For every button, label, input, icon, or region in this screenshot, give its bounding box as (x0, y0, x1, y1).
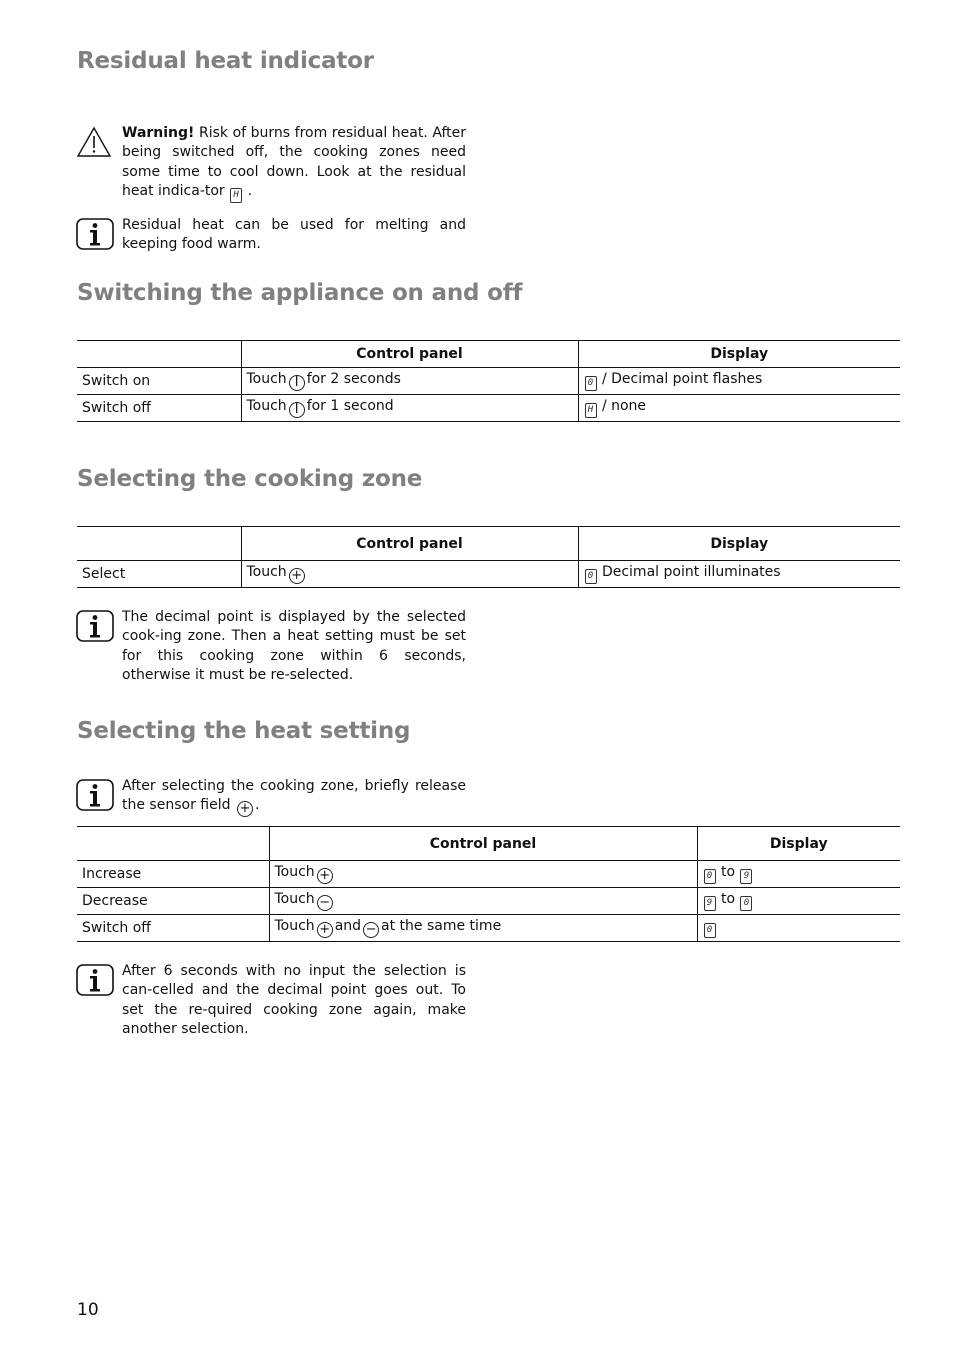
header-display: Display (578, 341, 900, 368)
row-action: Select (77, 561, 241, 588)
row-display: 0 Decimal point illuminates (578, 561, 900, 588)
section-title-selecting-zone: Selecting the cooking zone (77, 466, 423, 492)
row-action: Increase (77, 861, 269, 888)
table-row (77, 861, 900, 888)
row-display: 0 / Decimal point flashes (578, 368, 900, 395)
warning-note (76, 124, 466, 203)
decimal-info-text: The decimal point is displayed by the selected cook-ing zone. Then a heat setting must be set for this cooking zone within 6 seconds, otherwise it must be re-selected. (122, 609, 466, 684)
power-icon: I (289, 375, 305, 391)
page-number: 10 (77, 1300, 99, 1320)
display-digit-icon: 0 (740, 896, 752, 911)
info-icon (76, 964, 114, 996)
display-digit-icon: 0 (704, 869, 716, 884)
table-row (77, 395, 900, 422)
minus-icon: − (363, 922, 379, 938)
warning-text: Warning! Risk of burns from residual heat. After being switched off, the cooking zones need some time to cool down. Look at the residual heat indica-tor H . (122, 124, 466, 203)
row-display: H / none (578, 395, 900, 422)
section-title-residual-heat: Residual heat indicator (77, 48, 374, 74)
header-display: Display (578, 527, 900, 561)
row-control: Touch + (269, 861, 697, 888)
table-row (77, 561, 900, 588)
table-row (77, 888, 900, 915)
table-row (77, 368, 900, 395)
release-info-text: After selecting the cooking zone, briefly release the sensor field + . (122, 778, 466, 817)
header-control-panel: Control panel (241, 341, 578, 368)
switching-table (77, 340, 900, 422)
display-zero-icon: 0 (585, 569, 597, 584)
info-note-decimal (76, 608, 466, 686)
info-icon (76, 218, 114, 250)
row-display (697, 915, 900, 942)
minus-icon: − (317, 895, 333, 911)
info-note-timeout (76, 962, 466, 1040)
info-note-residual (76, 216, 466, 255)
row-control: Touch I for 1 second (241, 395, 578, 422)
zone-table (77, 526, 900, 588)
heat-table (77, 826, 900, 942)
row-action: Switch on (77, 368, 241, 395)
plus-icon: + (317, 868, 333, 884)
row-action: Switch off (77, 915, 269, 942)
row-action: Switch off (77, 395, 241, 422)
display-h-icon: H (585, 403, 597, 418)
info-icon (76, 610, 114, 642)
warning-triangle-icon (76, 126, 112, 158)
table-header-row (77, 827, 900, 861)
row-display: 9 to 0 (697, 888, 900, 915)
display-zero-icon: 0 (585, 376, 597, 391)
row-control: Touch I for 2 seconds (241, 368, 578, 395)
plus-icon: + (317, 922, 333, 938)
row-action: Decrease (77, 888, 269, 915)
row-control: Touch − (269, 888, 697, 915)
table-row (77, 915, 900, 942)
plus-icon: + (237, 801, 253, 817)
section-title-switching: Switching the appliance on and off (77, 280, 523, 306)
row-control: Touch + (241, 561, 578, 588)
table-header-row (77, 527, 900, 561)
row-display: 0 to 9 (697, 861, 900, 888)
residual-info-text: Residual heat can be used for melting and keeping food warm. (122, 217, 466, 253)
display-digit-icon: 9 (704, 896, 716, 911)
display-digit-icon: 0 (704, 923, 716, 938)
heat-indicator-display-icon: H (230, 188, 242, 203)
power-icon: I (289, 402, 305, 418)
plus-icon: + (289, 568, 305, 584)
row-control: Touch + and − at the same time (269, 915, 697, 942)
header-control-panel: Control panel (269, 827, 697, 861)
table-header-row (77, 341, 900, 368)
section-title-heat-setting: Selecting the heat setting (77, 718, 411, 744)
info-note-release (76, 777, 466, 817)
timeout-info-text: After 6 seconds with no input the selection is can-celled and the decimal point goes out. To set the re-quired cooking zone again, make another selection. (122, 963, 466, 1038)
header-control-panel: Control panel (241, 527, 578, 561)
info-icon (76, 779, 114, 811)
header-display: Display (697, 827, 900, 861)
display-digit-icon: 9 (740, 869, 752, 884)
